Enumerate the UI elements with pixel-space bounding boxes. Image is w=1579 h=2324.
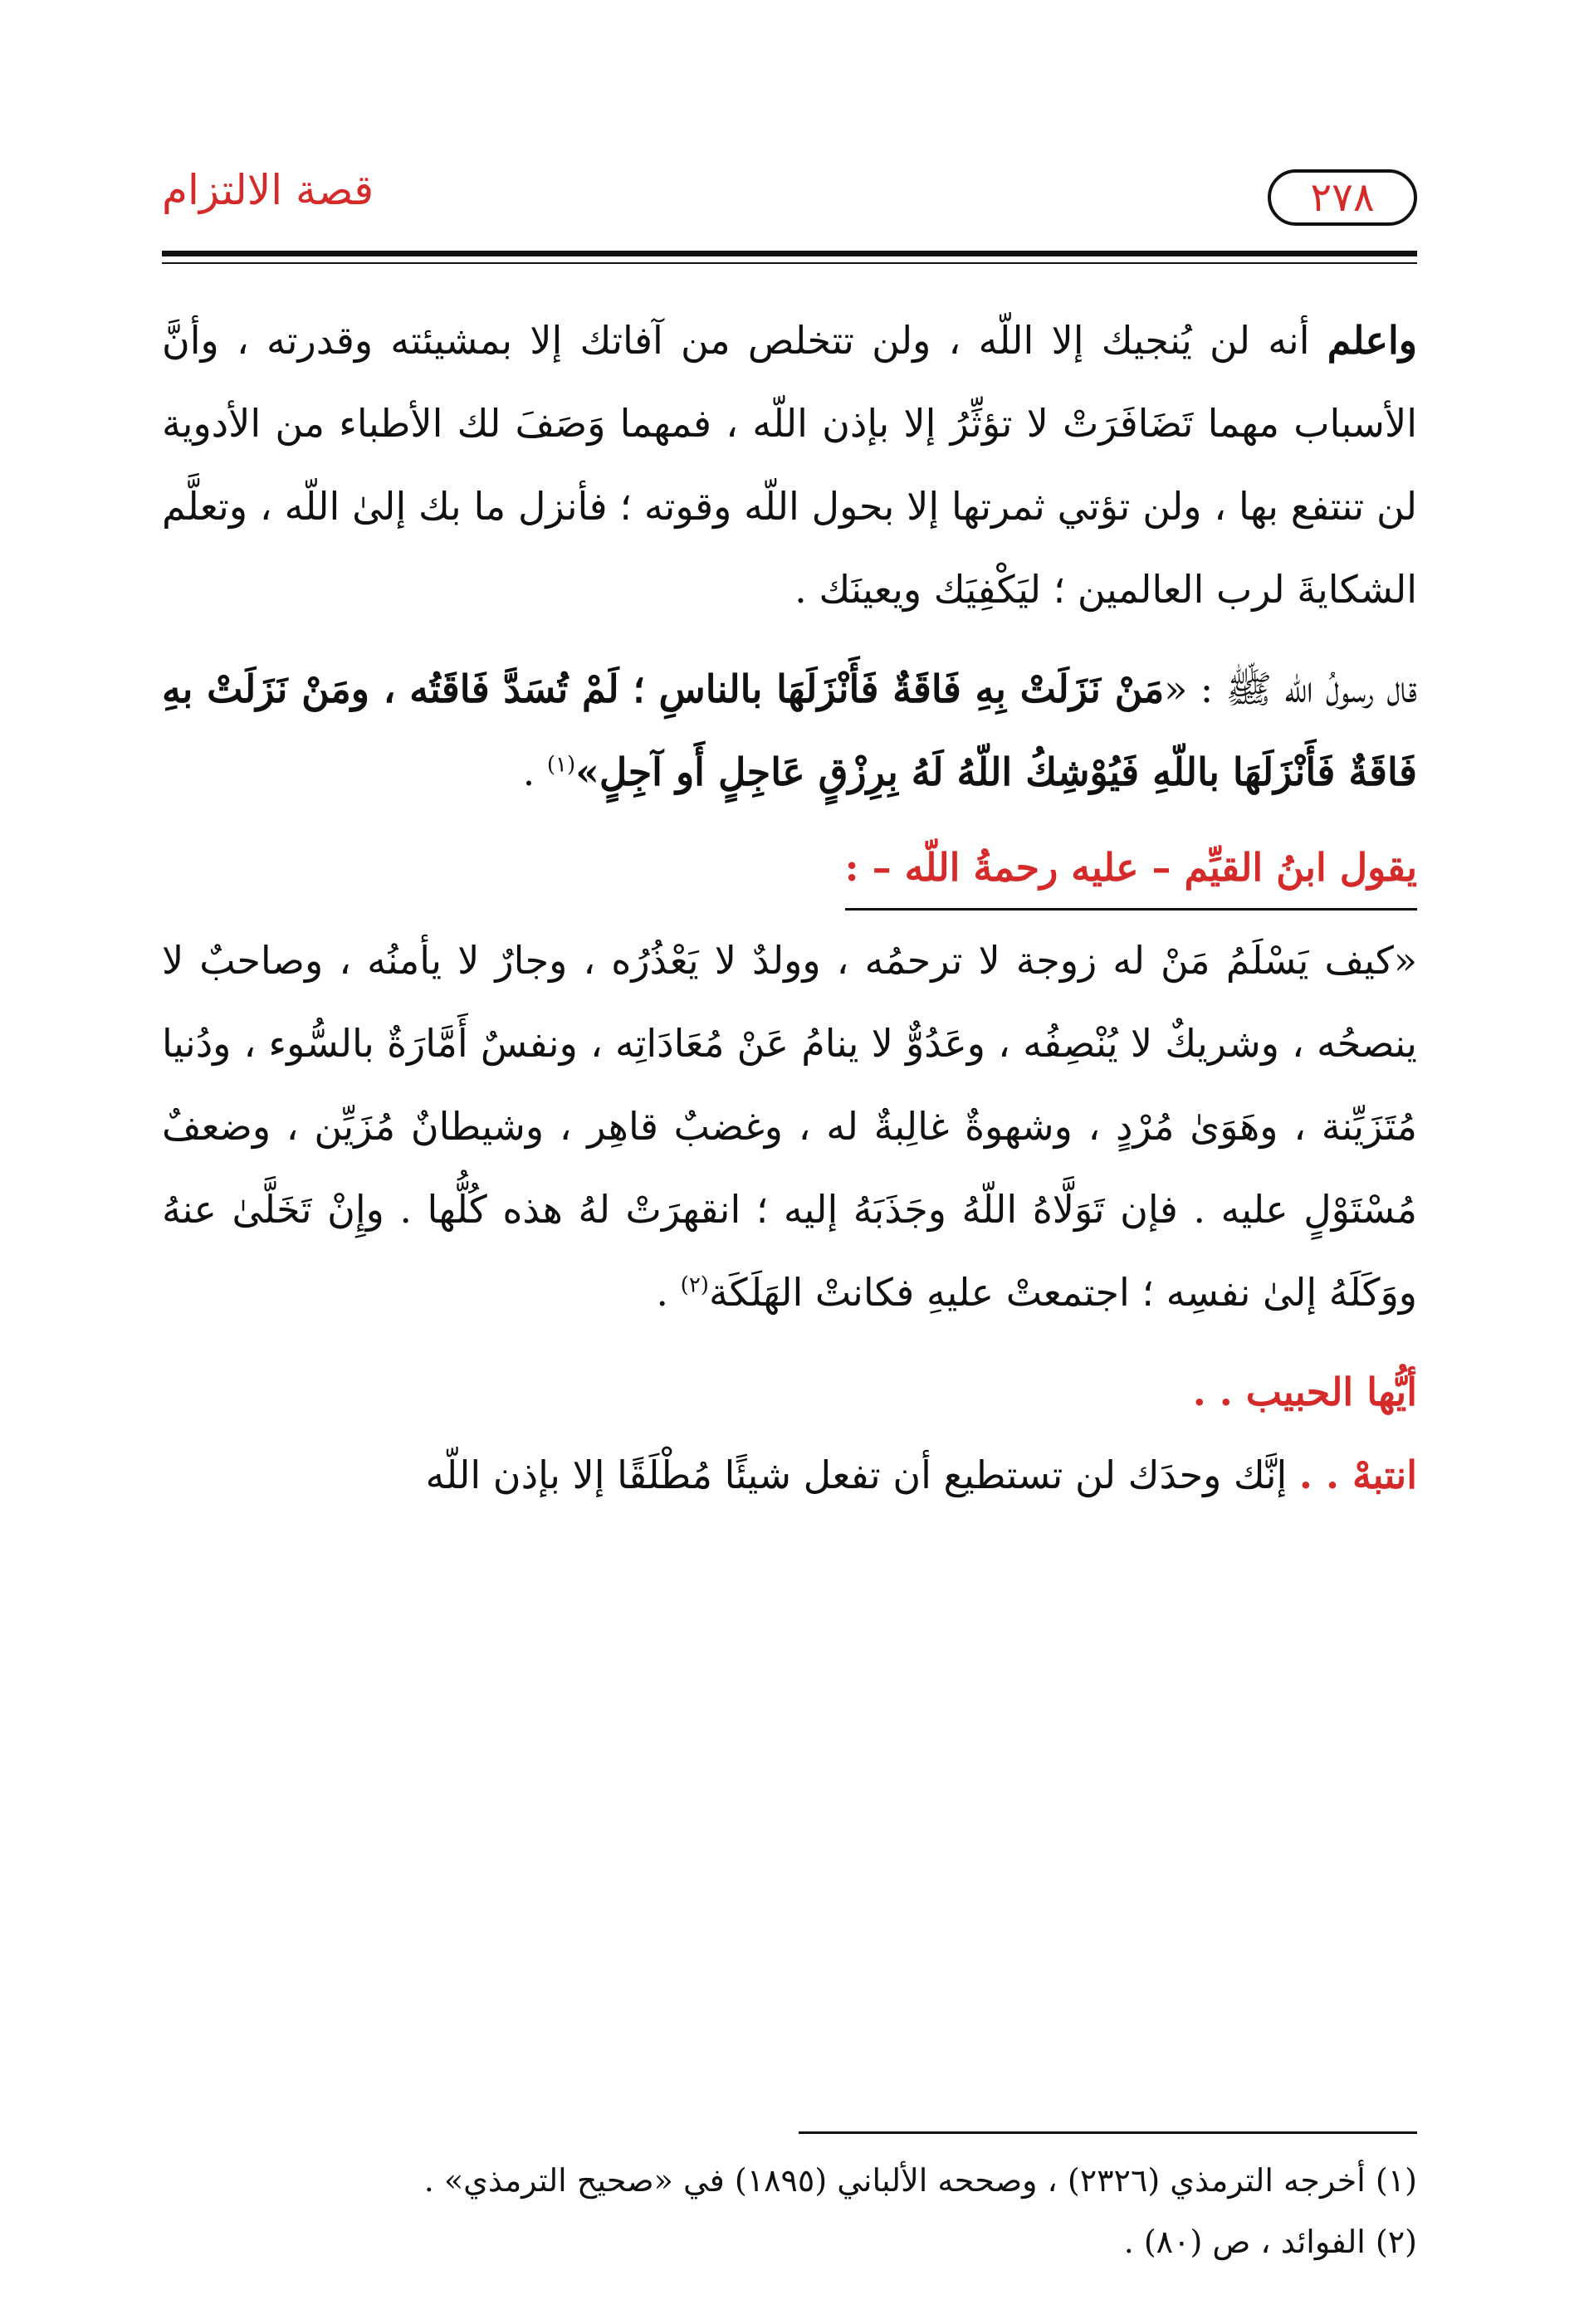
hadith-close-quote: » <box>575 749 599 794</box>
footnote-2: (٢) الفوائد ، ص (٨٠) . <box>1123 2224 1417 2260</box>
footnote-separator <box>799 2131 1417 2134</box>
page-header <box>162 158 1417 249</box>
header-rule-thick <box>162 251 1417 256</box>
final-text: إنَّك وحدَك لن تستطيع أن تفعل شيئًا مُطْلَقًا إلا بإذن اللّه <box>425 1452 1299 1497</box>
footnotes <box>162 2150 1417 2273</box>
paragraph-ibn-qayyim-quote <box>162 919 1417 1334</box>
address-text: أيُّها الحبيب . . <box>1192 1370 1417 1414</box>
paragraph-hadith <box>162 647 1417 813</box>
footnote-ref-2: (٢) <box>680 1272 709 1298</box>
final-lead-word: انتبهْ . . <box>1298 1452 1417 1497</box>
paragraph-1 <box>162 299 1417 631</box>
page-number: ٢٧٨ <box>1268 169 1417 226</box>
hadith-text: مَنْ نَزَلَتْ بِهِ فَاقَةٌ فَأَنْزَلَهَا بالناسِ ؛ لَمْ تُسَدَّ فَاقَتُه ، ومَنْ نَزَلَتْ بهِ فَاقَةٌ فَأَنْزَلَهَا باللّهِ فَيُوْشِكُ اللّهُ لَهُ بِرِزْقٍ عَاجِلٍ أَو آجِلٍ <box>162 666 1417 794</box>
page-body <box>162 299 1417 1516</box>
hadith-intro: قال رسولُ اللّه ﷺ : « <box>1164 666 1418 711</box>
paragraph-1-lead-word: واعلم <box>1327 318 1417 363</box>
hadith-end: . <box>522 749 547 794</box>
footnote-1: (١) أخرجه الترمذي (٢٣٢٦) ، وصححه الألباني (١٨٩٥) في «صحيح الترمذي» . <box>423 2162 1417 2199</box>
paragraph-final <box>162 1433 1417 1516</box>
header-rule-thin <box>162 262 1417 264</box>
quote-end: . <box>656 1270 681 1315</box>
paragraph-address <box>162 1350 1417 1433</box>
quote-text: «كيف يَسْلَمُ مَنْ له زوجة لا ترحمُه ، وولدٌ لا يَعْذُرُه ، وجارٌ لا يأمنُه ، وصاحبٌ لا ينصحُه ، وشريكٌ لا يُنْصِفُه ، وعَدُوٌّ لا ينامُ عَنْ مُعَادَاتِه ، ونفسٌ أَمَّارَةٌ بالسُّوء ، ودُنيا مُتَزَيِّنة ، وهَوَىٰ مُرْدٍ ، وشهوةٌ غالِبةٌ له ، وغضبٌ قاهِر ، وشيطانٌ مُزَيِّن ، وضعفٌ مُسْتَوْلٍ عليه . فإن تَوَلَّاهُ اللّهُ وجَذَبَهُ إليه ؛ انقهرَتْ لهُ هذه كُلُّها . وإِنْ تَخَلَّىٰ عنهُ ووَكَلَهُ إلىٰ نفسِه ؛ اجتمعتْ عليهِ فكانتْ الهَلَكَة <box>162 938 1417 1315</box>
book-title: قصة الالتزام <box>162 166 374 214</box>
section-heading: يقول ابنُ القيِّم – عليه رحمةُ اللّه – : <box>845 830 1417 911</box>
paragraph-1-text: أنه لن يُنجيك إلا اللّه ، ولن تتخلص من آفاتك إلا بمشيئته وقدرته ، وأنَّ الأسباب مهما تَضَافَرَتْ لا تؤثِّرُ إلا بإذن اللّه ، فمهما وَصَفَ لك الأطباء من الأدوية لن تنتفع بها ، ولن تؤتي ثمرتها إلا بحول اللّه وقوته ؛ فأنزل ما بك إلىٰ اللّه ، وتعلَّم الشكايةَ لرب العالمين ؛ ليَكْفِيَك ويعينَك . <box>162 318 1417 612</box>
footnote-ref-1: (١) <box>546 752 576 778</box>
